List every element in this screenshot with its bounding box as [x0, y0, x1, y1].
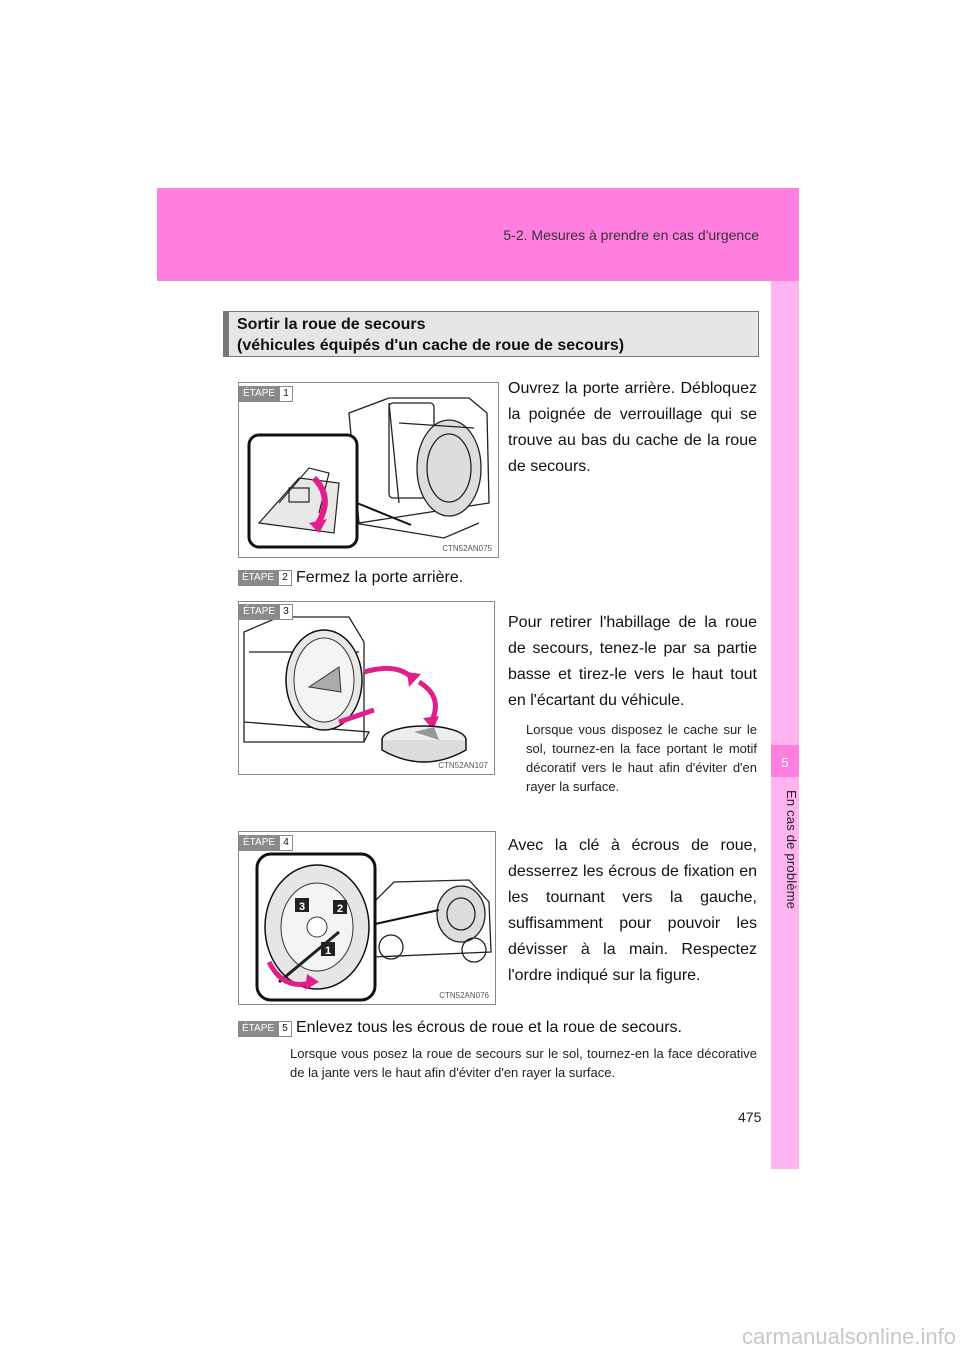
step-badge-number: 4 [279, 835, 293, 851]
step3-text: Pour retirer l'habillage de la roue de secours, tenez-le par sa partie basse et tirez-le vers le haut tout en l'écartant du véhicule. [508, 614, 757, 709]
page-number: 475 [738, 1109, 762, 1125]
section-title [223, 311, 759, 357]
step-badge-label: ÉTAPE [239, 835, 279, 851]
section-title-line1: Sortir la roue de secours [237, 316, 426, 333]
callout-3: 3 [298, 901, 306, 913]
illustration-open-back-door [239, 383, 498, 557]
step1-text: Ouvrez la porte arrière. Débloquez la poignée de verrouillage qui se trouve au bas du cache de la roue de secours. [508, 380, 757, 475]
illustration-loosen-nuts [239, 832, 495, 1004]
step-badge-label: ÉTAPE [238, 1021, 278, 1037]
callout-2: 2 [336, 903, 344, 915]
figure-code: CTN52AN075 [442, 544, 492, 553]
step3-note: Lorsque vous disposez le cache sur le sol, tournez-en la face portant le motif décoratif vers le haut afin d'éviter d'en rayer la surface. [526, 722, 757, 794]
step-badge-3 [239, 604, 293, 620]
step-badge-4 [239, 835, 293, 851]
step-badge-label: ÉTAPE [238, 570, 278, 586]
section-title-line2: (véhicules équipés d'un cache de roue de secours) [237, 337, 625, 354]
illustration-remove-cover [239, 602, 494, 774]
figure-code: CTN52AN076 [439, 991, 489, 1000]
callout-1: 1 [324, 945, 332, 957]
step-badge-1 [239, 386, 293, 402]
step-badge-number: 3 [279, 604, 293, 620]
side-strip [771, 281, 799, 1169]
chapter-number: 5 [781, 755, 789, 770]
step-badge-number: 1 [279, 386, 293, 402]
step-badge-label: ÉTAPE [239, 604, 279, 620]
section-header: 5-2. Mesures à prendre en cas d'urgence [503, 227, 759, 243]
step-badge-label: ÉTAPE [239, 386, 279, 402]
step5-note: Lorsque vous posez la roue de secours sur le sol, tournez-en la face décorative de la jante vers le haut afin d'éviter d'en rayer la surface. [290, 1046, 757, 1080]
step-badge-number: 5 [278, 1021, 292, 1037]
figure-step1 [238, 382, 499, 558]
figure-step3 [238, 601, 495, 775]
step-badge-5 [238, 1021, 292, 1037]
step-badge-number: 2 [278, 570, 292, 586]
figure-step4 [238, 831, 496, 1005]
step5-text: Enlevez tous les écrous de roue et la roue de secours. [296, 1019, 682, 1036]
header-band [157, 188, 799, 281]
step-badge-2 [238, 570, 292, 586]
step2-text: Fermez la porte arrière. [296, 569, 464, 586]
figure-code: CTN52AN107 [438, 761, 488, 770]
chapter-label: En cas de problème [784, 790, 799, 910]
watermark[interactable]: carmanualsonline.info [741, 1324, 956, 1349]
step4-text: Avec la clé à écrous de roue, desserrez les écrous de fixation en les tournant vers la gauche, suffisamment pour pouvoir les dévisser à la main. Respectez l'ordre indiqué sur la figure. [508, 837, 757, 984]
